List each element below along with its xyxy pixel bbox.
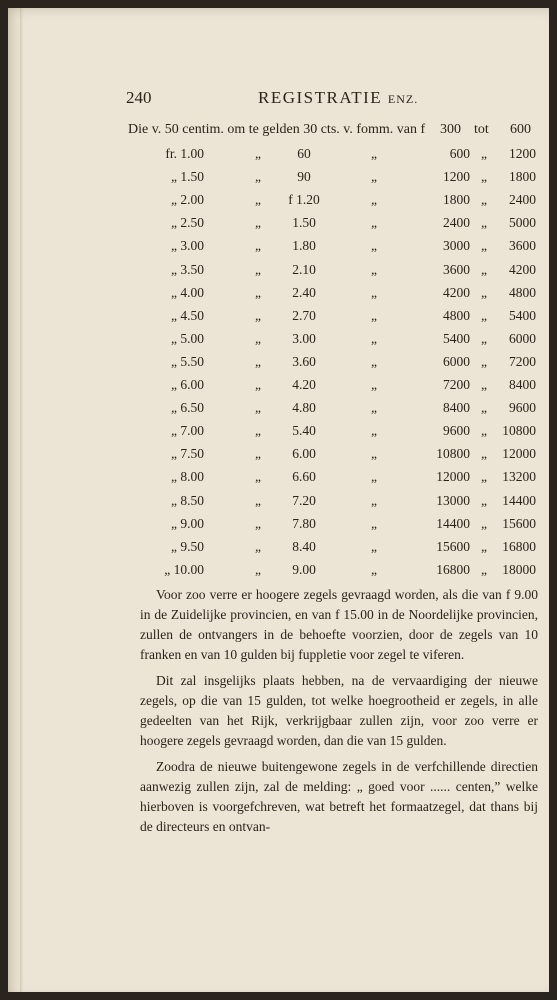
table-row <box>8 215 549 238</box>
cents-value: 2.10 <box>292 261 316 277</box>
ditto-mark: „ <box>371 307 377 323</box>
francs-value: fr. 1.00 <box>165 146 204 161</box>
francs-value: „ 7.00 <box>171 423 204 439</box>
ditto-mark: „ <box>371 192 377 208</box>
ditto-mark: „ <box>371 353 377 369</box>
cents-value: 6.60 <box>292 469 316 485</box>
ditto-mark: „ <box>481 423 487 439</box>
range-from: 6000 <box>443 353 470 369</box>
francs-value: „ 8.50 <box>171 492 204 508</box>
ditto-mark: „ <box>371 400 377 416</box>
table-row <box>8 354 549 377</box>
range-to: 16800 <box>502 538 536 554</box>
range-from: 14400 <box>436 515 470 531</box>
range-from: 7200 <box>443 377 470 392</box>
francs-value: „ 2.00 <box>171 192 204 208</box>
francs-value: „ 3.50 <box>171 261 204 277</box>
ditto-mark: „ <box>481 469 487 485</box>
cents-value: 90 <box>297 169 311 185</box>
range-from: 3600 <box>443 261 470 277</box>
running-title-main: REGISTRATIE <box>258 88 383 107</box>
table-row <box>8 192 549 215</box>
ditto-mark: „ <box>371 169 377 185</box>
range-to: 5000 <box>509 215 536 231</box>
ditto-mark: „ <box>255 561 261 577</box>
ditto-mark: „ <box>371 284 377 300</box>
range-from: 10800 <box>436 446 470 462</box>
cents-value: 5.40 <box>292 423 316 439</box>
paragraph: Voor zoo verre er hoogere zegels gevraagd worden, als die van f 9.00 in de Zuidelijke provincien, en van f 15.00 in de Noordelijke provincien, zullen de ontvangers in de behoefte voorzien, door de zegels van 10 franken en van 10 gulden bij fuppletie voor zegel te viferen. <box>140 587 538 662</box>
ditto-mark: „ <box>371 423 377 439</box>
cents-value: 2.40 <box>292 284 316 300</box>
ditto-mark: „ <box>371 446 377 462</box>
francs-value: „ 4.00 <box>171 284 204 300</box>
table-row <box>8 493 549 516</box>
range-to: 7200 <box>509 353 536 369</box>
ditto-mark: „ <box>481 538 487 554</box>
cents-value: 9.00 <box>292 561 316 577</box>
ditto-mark: „ <box>481 146 487 161</box>
cents-value: 4.80 <box>292 400 316 416</box>
caption-range-word: tot <box>474 122 489 137</box>
cents-value: 6.00 <box>292 446 316 462</box>
ditto-mark: „ <box>255 238 261 254</box>
ditto-mark: „ <box>255 492 261 508</box>
ditto-mark: „ <box>481 330 487 346</box>
range-to: 9600 <box>509 400 536 416</box>
ditto-mark: „ <box>371 330 377 346</box>
range-to: 3600 <box>509 238 536 254</box>
range-to: 13200 <box>502 469 536 485</box>
range-to: 1800 <box>509 169 536 185</box>
francs-value: „ 7.50 <box>171 446 204 462</box>
running-title-suffix: ENZ. <box>387 92 419 106</box>
range-from: 16800 <box>436 561 470 577</box>
ditto-mark: „ <box>255 423 261 439</box>
ditto-mark: „ <box>371 469 377 485</box>
ditto-mark: „ <box>481 353 487 369</box>
ditto-mark: „ <box>481 169 487 185</box>
francs-value: „ 9.00 <box>171 515 204 531</box>
ditto-mark: „ <box>255 446 261 462</box>
range-to: 15600 <box>502 515 536 531</box>
ditto-mark: „ <box>481 261 487 277</box>
ditto-mark: „ <box>371 238 377 254</box>
ditto-mark: „ <box>481 238 487 254</box>
page-header <box>8 88 549 112</box>
range-to: 5400 <box>509 307 536 323</box>
table-row <box>8 446 549 469</box>
table-row <box>8 331 549 354</box>
table-row <box>8 423 549 446</box>
francs-value: „ 9.50 <box>171 538 204 554</box>
francs-value: „ 3.00 <box>171 238 204 254</box>
ditto-mark: „ <box>255 400 261 416</box>
ditto-mark: „ <box>481 192 487 208</box>
range-from: 12000 <box>436 469 470 485</box>
francs-value: „ 4.50 <box>171 307 204 323</box>
francs-value: „ 8.00 <box>171 469 204 485</box>
ditto-mark: „ <box>481 377 487 392</box>
range-from: 2400 <box>443 215 470 231</box>
running-title <box>258 88 418 108</box>
cents-value: 60 <box>297 146 311 161</box>
range-to: 8400 <box>509 377 536 392</box>
cents-value: 4.20 <box>292 377 316 392</box>
range-to: 1200 <box>509 146 536 161</box>
ditto-mark: „ <box>371 261 377 277</box>
cents-value: 1.50 <box>292 215 316 231</box>
table-row <box>8 539 549 562</box>
range-from: 3000 <box>443 238 470 254</box>
ditto-mark: „ <box>255 169 261 185</box>
table-row <box>8 308 549 331</box>
ditto-mark: „ <box>481 561 487 577</box>
cents-value: 3.00 <box>292 330 316 346</box>
francs-value: „ 5.50 <box>171 353 204 369</box>
ditto-mark: „ <box>255 469 261 485</box>
range-from: 600 <box>449 146 470 161</box>
cents-value: 8.40 <box>292 538 316 554</box>
table-row <box>8 469 549 492</box>
ditto-mark: „ <box>481 215 487 231</box>
range-to: 2400 <box>509 192 536 208</box>
ditto-mark: „ <box>255 307 261 323</box>
range-from: 4800 <box>443 307 470 323</box>
ditto-mark: „ <box>371 215 377 231</box>
francs-value: „ 5.00 <box>171 330 204 346</box>
range-from: 1200 <box>443 169 470 185</box>
range-to: 12000 <box>502 446 536 462</box>
table-row <box>8 238 549 261</box>
range-to: 18000 <box>502 561 536 577</box>
table-row <box>8 262 549 285</box>
range-from: 1800 <box>443 192 470 208</box>
table-row <box>8 516 549 539</box>
table-row <box>8 285 549 308</box>
paragraph: Zoodra de nieuwe buitengewone zegels in de verfchillende directien aanwezig zullen zijn, zal de melding: „ goed voor ...... centen,” welke hierboven is voorgefchreven, wat betreft het formaatzegel, dat thans bij de directeurs en ontvan- <box>140 759 538 834</box>
range-from: 13000 <box>436 492 470 508</box>
table-row <box>8 146 549 169</box>
ditto-mark: „ <box>371 561 377 577</box>
ditto-mark: „ <box>255 261 261 277</box>
table-row <box>8 400 549 423</box>
francs-value: „ 6.50 <box>171 400 204 416</box>
ditto-mark: „ <box>255 192 261 208</box>
range-from: 5400 <box>443 330 470 346</box>
caption-range-from: 300 <box>440 122 461 137</box>
ditto-mark: „ <box>481 492 487 508</box>
ditto-mark: „ <box>255 353 261 369</box>
body-text <box>140 585 538 843</box>
ditto-mark: „ <box>255 538 261 554</box>
range-from: 15600 <box>436 538 470 554</box>
ditto-mark: „ <box>371 377 377 392</box>
ditto-mark: „ <box>371 515 377 531</box>
page-number: 240 <box>126 88 152 107</box>
ditto-mark: „ <box>481 446 487 462</box>
table-caption <box>128 122 538 138</box>
ditto-mark: „ <box>255 215 261 231</box>
cents-value: f 1.20 <box>288 192 320 208</box>
francs-value: „ 2.50 <box>171 215 204 231</box>
francs-value: „ 1.50 <box>171 169 204 185</box>
ditto-mark: „ <box>371 146 377 161</box>
paragraph: Dit zal insgelijks plaats hebben, na de vervaardiging der nieuwe zegels, op die van 15 gulden, tot welke hoegrootheid er zegels, in alle gedeelten van het Rijk, verkrijgbaar zullen zijn, voor zoo verre er hoogere zegels gevraagd worden, dan die van 15 gulden. <box>140 673 538 748</box>
cents-value: 1.80 <box>292 238 316 254</box>
cents-value: 2.70 <box>292 307 316 323</box>
range-to: 14400 <box>502 492 536 508</box>
table-caption-text: Die v. 50 centim. om te gelden 30 cts. v. fomm. van f <box>128 122 426 137</box>
ditto-mark: „ <box>481 307 487 323</box>
caption-range-to: 600 <box>510 122 531 137</box>
ditto-mark: „ <box>481 400 487 416</box>
table-row <box>8 562 549 585</box>
cents-value: 3.60 <box>292 353 316 369</box>
table-row <box>8 169 549 192</box>
range-from: 8400 <box>443 400 470 416</box>
ditto-mark: „ <box>481 515 487 531</box>
table-row <box>8 377 549 400</box>
francs-value: „ 10.00 <box>164 561 204 577</box>
cents-value: 7.20 <box>292 492 316 508</box>
ditto-mark: „ <box>255 515 261 531</box>
ditto-mark: „ <box>371 492 377 508</box>
ditto-mark: „ <box>371 538 377 554</box>
range-to: 4200 <box>509 261 536 277</box>
range-from: 4200 <box>443 284 470 300</box>
cents-value: 7.80 <box>292 515 316 531</box>
book-page <box>8 8 549 992</box>
ditto-mark: „ <box>255 377 261 392</box>
range-to: 6000 <box>509 330 536 346</box>
francs-value: „ 6.00 <box>171 377 204 392</box>
ditto-mark: „ <box>255 284 261 300</box>
ditto-mark: „ <box>255 330 261 346</box>
range-to: 10800 <box>502 423 536 439</box>
ditto-mark: „ <box>255 146 261 161</box>
ditto-mark: „ <box>481 284 487 300</box>
range-to: 4800 <box>509 284 536 300</box>
range-from: 9600 <box>443 423 470 439</box>
